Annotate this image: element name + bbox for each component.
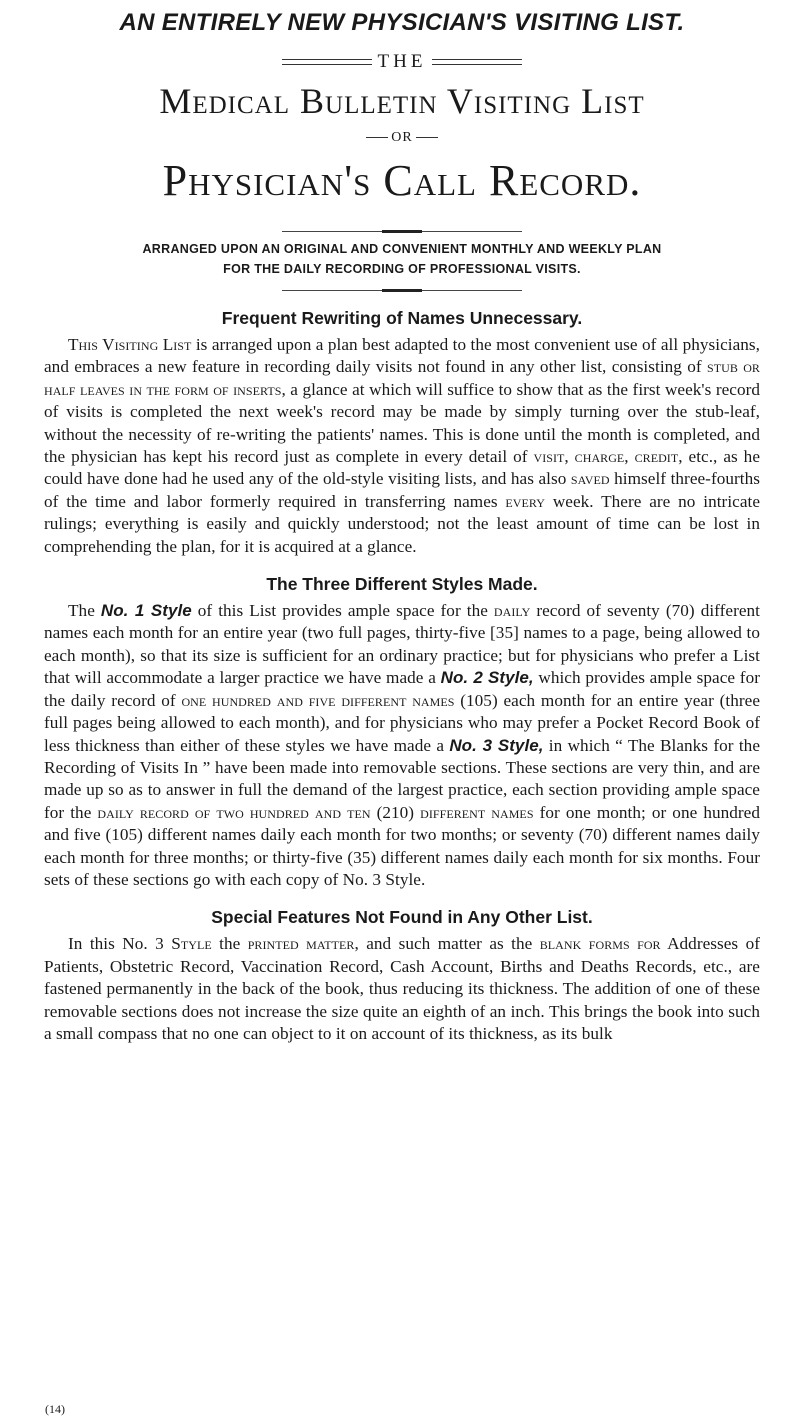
- style-name: No. 1 Style: [100, 601, 192, 621]
- text-run: for one month; or one hundred and five (105) different names daily each month for two months; or seventy (70) different names daily each month for three months; or thirty-five (35) different names daily each month for six months. Four sets of these sections go with each copy of No. 3 Style.: [44, 802, 760, 889]
- text-run: Style: [171, 934, 212, 954]
- ornament-rule-bottom: [282, 289, 522, 292]
- or-dash-right: [416, 137, 438, 138]
- masthead-subtitle: Physician's Call Record.: [162, 156, 642, 205]
- arrangement-description: [44, 239, 760, 279]
- text-run: is arranged upon a plan best adapted to the most convenient use of all physicians, and embraces a new feature in recording daily visits not found in any other list, consisting of: [44, 335, 760, 377]
- the-row: [44, 52, 760, 72]
- ornament-rule-top: [282, 230, 522, 233]
- text-run: , and such matter as the: [354, 934, 540, 954]
- text-run: daily record of two hundred and ten: [97, 802, 371, 822]
- text-run: in which “ The Blanks for the Recording of Visits In ” have been made into removable sections. These sections are very thin, and are made up so as to answer in full the demand of the largest practice, each section providing ample space for the: [44, 735, 760, 822]
- text-run: (105) each month for an entire year (three full pages being allowed to each month), and for physicians who may prefer a Pocket Record Book of less thickness than either of these styles we have made a: [44, 690, 761, 755]
- text-run: , a glance at which will suffice to show that as the first week's record of visits is completed the next week's record may be made by simply turning over the stub-leaf, without the necessity of re-writing the patients' names. This is done until the month is completed, and the physician has kept his record just as complete in every detail of: [44, 379, 761, 467]
- or-word: OR: [391, 130, 413, 145]
- text-run: daily: [493, 601, 531, 621]
- style-name: No. 3 Style,: [449, 735, 544, 755]
- text-run: different names: [420, 802, 534, 822]
- right-rule: [432, 59, 522, 65]
- page-top-title: AN ENTIRELY NEW PHYSICIAN'S VISITING LIST.: [119, 9, 685, 36]
- text-run: In this No. 3: [68, 934, 172, 954]
- arrangement-line-2: FOR THE DAILY RECORDING OF PROFESSIONAL VISITS.: [223, 262, 581, 276]
- text-run: record of seventy (70) different names each month for an entire year (two full pages, thirty-five [35] names to a page, being allowed to each month), so that its size is sufficient for an ordinary practice; but for physicians who prefer a List that will accommodate a larger practice we have made a: [44, 601, 761, 688]
- text-run: blank forms for: [539, 934, 661, 954]
- text-run: which provides ample space for the daily record of: [44, 668, 760, 710]
- section-heading-styles: The Three Different Styles Made.: [266, 574, 538, 595]
- the-word: THE: [377, 51, 427, 72]
- arrangement-line-1: ARRANGED UPON AN ORIGINAL AND CONVENIENT MONTHLY AND WEEKLY PLAN: [142, 242, 662, 256]
- text-run: week. There are no intricate rulings; everything is easily and quickly understood; not the least amount of time can be lost in comprehending the plan, for it is acquired at a glance.: [44, 491, 761, 556]
- style-name: No. 2 Style,: [440, 668, 534, 688]
- or-dash-left: [366, 137, 388, 138]
- text-run: , etc., as he could have done had he used any of the old-style visiting lists, and has also: [44, 447, 760, 489]
- text-run: of this List provides ample space for the: [191, 601, 494, 621]
- text-run: one hundred and five different names: [181, 690, 455, 710]
- text-run: printed matter: [247, 934, 355, 954]
- page-number: (14): [45, 1402, 65, 1416]
- text-run: every: [505, 491, 546, 511]
- text-run: visit, charge, credit: [533, 447, 679, 467]
- text-run: himself three-fourths of the time and labor formerly required in transferring names: [44, 469, 760, 511]
- text-run: This Visiting List: [68, 335, 192, 354]
- section-heading-features: Special Features Not Found in Any Other List.: [211, 907, 593, 928]
- text-run: stub or half leaves in the form of inserts: [44, 357, 760, 399]
- paragraph-features: [44, 933, 760, 1045]
- text-run: (210): [370, 802, 421, 822]
- paragraph-styles: [44, 600, 760, 891]
- masthead-title: Medical Bulletin Visiting List: [159, 81, 645, 121]
- text-run: saved: [570, 469, 610, 489]
- text-run: the: [211, 934, 248, 954]
- left-rule: [282, 59, 372, 65]
- paragraph-rewriting: [44, 334, 760, 558]
- or-separator: [44, 128, 760, 148]
- section-heading-rewriting: Frequent Rewriting of Names Unnecessary.: [221, 308, 583, 328]
- text-run: Addresses of Patients, Obstetric Record, Vaccination Record, Cash Account, Births and Deaths Records, etc., are fastened permanently in the back of the book, thus reducing its thickness. The addition of one of these removable sections does not increase the size quite an eighth of an inch. This brings the book into such a small compass that no one can object to it on account of its thickness, as its bulk: [44, 934, 761, 1043]
- text-run: The: [68, 601, 101, 621]
